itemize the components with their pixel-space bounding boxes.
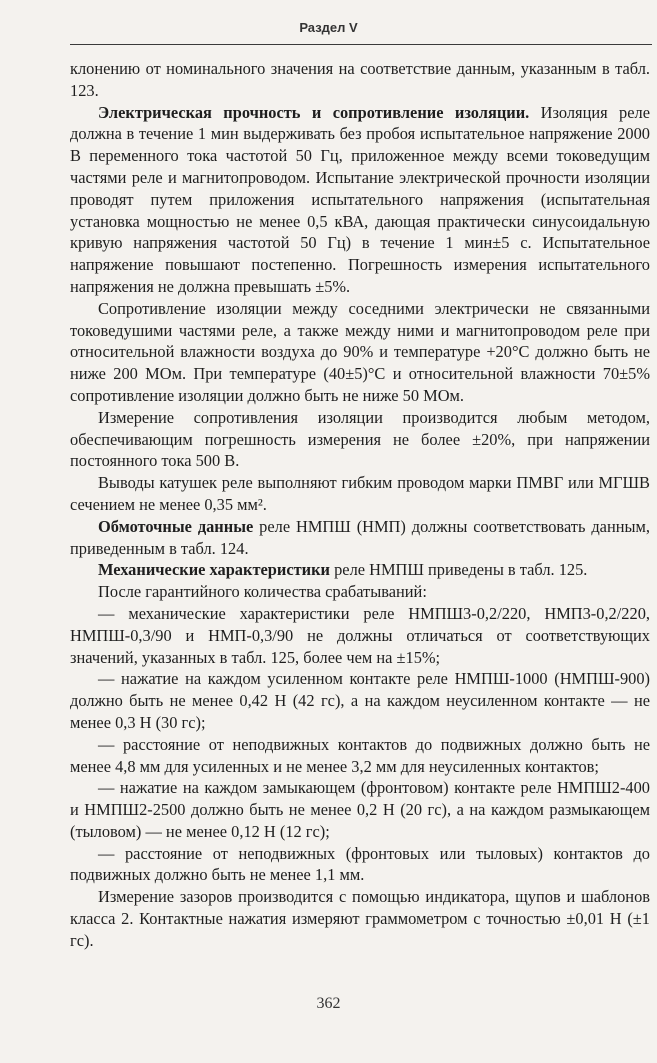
page-number: 362 bbox=[316, 995, 341, 1012]
paragraph bbox=[70, 886, 650, 951]
paragraph-text: Изоляция реле должна в течение 1 мин выдерживать без пробоя испытательное напряжение 2000 В переменного тока частотой 50 Гц, приложенное между всеми токоведущим частями реле и магнитопроводом. Испытание электрической прочности изоляции проводят путем приложения испытательного напряжения (испытательная установка мощностью не менее 0,5 кВА, дающая практически синусоидальную кривую напряжения частотой 50 Гц) в течение 1 мин±5 с. Испытательное напряжение повышают постепенно. Погрешность измерения испытательного напряжения не должна превышать ±5%. bbox=[70, 102, 650, 296]
paragraph bbox=[70, 102, 650, 298]
paragraph-text: Измерение зазоров производится с помощью индикатора, щупов и шаблонов класса 2. Контактные нажатия измеряют граммометром с точностью ±0,01 Н (±1 гс). bbox=[70, 887, 650, 950]
paragraph bbox=[70, 559, 650, 581]
list-item-text: — нажатие на каждом усиленном контакте реле НМПШ-1000 (НМПШ-900) должно быть не менее 0,42 Н (42 гс), а на каждом неусиленном контакте — не менее 0,3 Н (30 гс); bbox=[70, 669, 650, 732]
list-item bbox=[70, 668, 650, 733]
list-item-text: — нажатие на каждом замыкающем (фронтовом) контакте реле НМПШ2-400 и НМПШ2-2500 должно быть не менее 0,2 Н (20 гс), а на каждом размыкающем (тыловом) — не менее 0,12 Н (12 гс); bbox=[70, 778, 650, 841]
paragraph-text: клонению от номинального значения на соответствие данным, указанным в табл. 123. bbox=[70, 59, 650, 100]
paragraph-text: После гарантийного количества срабатываний: bbox=[98, 582, 427, 602]
list-item bbox=[70, 734, 650, 778]
paragraph-lead: Механические характеристики bbox=[98, 560, 330, 580]
list-item bbox=[70, 843, 650, 887]
paragraph bbox=[70, 581, 650, 603]
paragraph-text: реле НМПШ (НМП) должны соответствовать данным, приведенным в табл. 124. bbox=[70, 516, 650, 558]
paragraph-text: Измерение сопротивления изоляции производится любым методом, обеспечивающим погрешность измерения не более ±20%, при напряжении постоянного тока 500 В. bbox=[70, 407, 650, 471]
paragraph bbox=[70, 516, 650, 560]
paragraph bbox=[70, 472, 650, 516]
paragraph bbox=[70, 58, 650, 102]
list-item-text: — расстояние от неподвижных контактов до подвижных должно быть не менее 4,8 мм для усиленных и не менее 3,2 мм для неусиленных контактов; bbox=[70, 734, 650, 776]
paragraph bbox=[70, 407, 650, 472]
body-text bbox=[70, 58, 650, 952]
paragraph-text: Выводы катушек реле выполняют гибким проводом марки ПМВГ или МГШВ сечением не менее 0,35 мм². bbox=[70, 473, 650, 514]
paragraph-text: реле НМПШ приведены в табл. 125. bbox=[330, 560, 588, 580]
paragraph-lead: Электрическая прочность и сопротивление изоляции. bbox=[98, 102, 530, 122]
paragraph-text: Сопротивление изоляции между соседними электрически не связанными токоведушими частями реле, а также между ними и магнитопроводом реле при относительной влажности воздуха до 90% и температуре +20°С должно быть не ниже 200 МОм. При температуре (40±5)°С и относительной влажности 70±5% сопротивление изоляции должно быть не ниже 50 МОм. bbox=[70, 298, 650, 405]
header-rule bbox=[70, 44, 652, 45]
list-item-text: — расстояние от неподвижных (фронтовых или тыловых) контактов до подвижных должно быть не менее 1,1 мм. bbox=[70, 843, 650, 885]
section-header: Раздел V bbox=[299, 20, 358, 35]
list-item-text: — механические характеристики реле НМПШ3-0,2/220, НМП3-0,2/220, НМПШ-0,3/90 и НМП-0,3/90 не должны отличаться от соответствующих значений, указанных в табл. 125, более чем на ±15%; bbox=[70, 603, 650, 667]
paragraph bbox=[70, 298, 650, 407]
paragraph-lead: Обмоточные данные bbox=[98, 516, 254, 536]
list-item bbox=[70, 603, 650, 668]
list-item bbox=[70, 777, 650, 842]
